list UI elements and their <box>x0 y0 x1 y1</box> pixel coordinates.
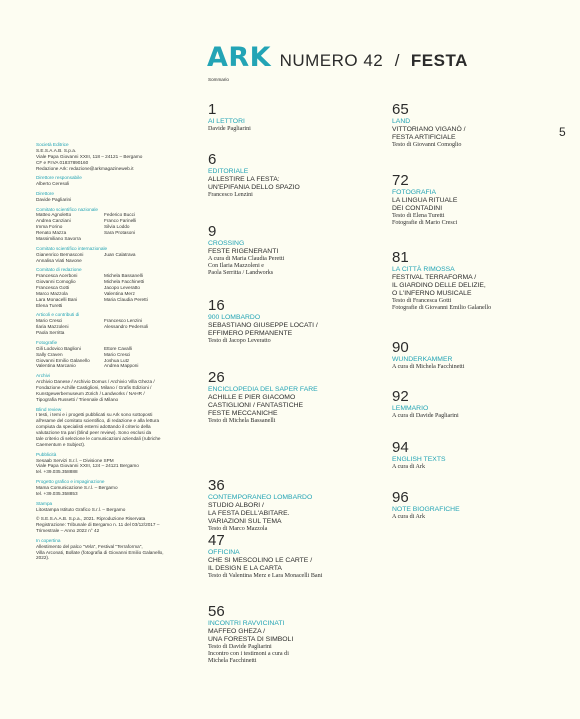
colophon-name: Elena Turetti <box>36 302 63 308</box>
colophon-name: Gianenrico Bernasconi <box>36 251 84 257</box>
colophon-block <box>36 312 206 336</box>
colophon-line: Allestimento del palco "Vela", Festival "Terraforma", <box>36 543 143 549</box>
colophon-line: Villa Arconati, Bollate (fotografia di Giovanni Emilio Galanello, <box>36 549 164 555</box>
colophon-name: Ettore Cavalli <box>104 345 132 351</box>
colophon-block <box>36 516 206 534</box>
colophon-block-title: Comitato scientifico nazionale <box>36 206 99 212</box>
toc-author-line: Francesco Lenzini <box>208 192 253 198</box>
toc-entry <box>208 298 383 345</box>
toc-section: FOTOGRAFIA <box>392 189 437 196</box>
toc-page-number: 36 <box>208 477 225 494</box>
toc-entry <box>208 152 383 199</box>
colophon-line: tale criterio di selezione le comunicazioni aziendali (rubriche <box>36 436 161 442</box>
toc-title-line: LA FESTA DELL'ABITARE. <box>208 510 290 517</box>
colophon-name: Ilaria Mazzoleni <box>36 324 69 330</box>
toc-page-number: 94 <box>392 439 409 456</box>
colophon-line: Mama Comunicazione S.r.l. – Bergamo <box>36 484 118 490</box>
colophon-name-columns <box>36 273 206 308</box>
issue-theme: FESTA <box>410 51 468 70</box>
colophon-line: Sesaab Servizi S.r.l. – Divisione SPM <box>36 457 114 463</box>
page-number: 5 <box>559 125 566 139</box>
toc-section: ENGLISH TEXTS <box>392 456 446 463</box>
toc-author-line: Testo di Davide Pagliarini <box>208 644 272 650</box>
toc-author-line: A cura di Ark <box>392 464 426 470</box>
colophon-line: Trimestrale – Anno 2022 n° 42 <box>36 528 100 534</box>
colophon-name: Matteo Agnoletto <box>36 212 72 218</box>
colophon-block <box>36 501 206 513</box>
toc-author-line: Michela Facchinetti <box>208 658 257 664</box>
colophon-name: Michela Facchinetti <box>104 279 145 285</box>
colophon-name: Joshua Lutz <box>104 357 130 363</box>
toc-section: OFFICINA <box>208 549 240 556</box>
toc-page-number: 96 <box>392 489 409 506</box>
colophon-line: Redazione Ark: redazione@arkmagazineweb.it <box>36 165 134 171</box>
toc-page-number: 1 <box>208 101 217 118</box>
toc-author-line: Testo di Elena Turetti <box>392 213 445 219</box>
colophon-line: Tipografia Russetti / Triennale di Milano <box>36 396 119 402</box>
colophon-names-col2 <box>104 346 206 370</box>
colophon-name: Mario Cresci <box>36 318 63 324</box>
colophon-line: Viale Papa Giovanni XXIII, 118 – 24121 – Bergamo <box>36 153 143 159</box>
colophon-line: I testi, i temi e i progetti pubblicati su Ark sono sottoposti <box>36 412 153 418</box>
toc-page-number: 65 <box>392 101 409 118</box>
toc-page-number: 26 <box>208 369 225 386</box>
toc-author-line: Testo di Marco Mazzola <box>208 526 268 532</box>
colophon-names-col2 <box>104 252 206 264</box>
colophon-line: S.E.S.A.A.B. S.p.a. <box>36 147 77 153</box>
colophon-block <box>36 452 206 476</box>
toc-entry <box>208 224 383 277</box>
toc-author-line: A cura di Michela Facchinetti <box>392 364 465 370</box>
toc-title-line: ACHILLE E PIER GIACOMO <box>208 394 296 401</box>
toc-section: NOTE BIOGRAFICHE <box>392 506 460 513</box>
colophon-name: Renato Mazza <box>36 230 67 236</box>
toc-entry <box>392 490 567 521</box>
colophon-block-title: In copertina <box>36 537 61 543</box>
toc-page-number: 6 <box>208 151 217 168</box>
toc-author-line: Testo di Valentina Merz e Lara Monacelli Bani <box>208 573 323 579</box>
toc-entry <box>392 173 567 227</box>
toc-author-line: Davide Pagliarini <box>208 126 251 132</box>
toc-page-number: 92 <box>392 388 409 405</box>
toc-title-line: VITTORIANO VIGANÒ / <box>392 126 466 133</box>
toc-author-line: Testo di Michela Bassanelli <box>208 418 276 424</box>
colophon-name: Valentina Marcanio <box>36 363 76 369</box>
toc-section: EDITORIALE <box>208 168 249 175</box>
issue-number: NUMERO 42 <box>279 51 384 70</box>
toc-page-number: 90 <box>392 339 409 356</box>
colophon-names-col1 <box>36 252 104 264</box>
colophon-name-columns <box>36 252 206 264</box>
colophon-block <box>36 175 206 187</box>
colophon-line: Registrazione: Tribunale di Bergamo n. 11 del 03/12/2017 – <box>36 522 160 528</box>
colophon-block-title: Fotografie <box>36 339 58 345</box>
toc-title-line: EFFIMERO PERMANENTE <box>208 330 293 337</box>
toc-section: LAND <box>392 118 411 125</box>
toc-title-line: ALLESTIRE LA FESTA: <box>208 176 280 183</box>
colophon-line: valutazione tra pari (blind peer review). Sono esclusi da <box>36 430 152 436</box>
colophon-block-title: Pubblicità <box>36 451 57 457</box>
toc-title-line: IL GIARDINO DELLE DELIZIE, <box>392 282 486 289</box>
colophon-block-title: Blind review <box>36 406 62 412</box>
toc-entry <box>392 250 567 312</box>
colophon-line: compiuta da specialisti esterni adottando il criterio della <box>36 424 151 430</box>
colophon-line: Caementum e Subject). <box>36 441 86 447</box>
colophon-name: Francesca Gotti <box>36 285 70 291</box>
colophon-block-title: Direttore responsabile <box>36 175 82 181</box>
toc-author-line: Testo di Giovanni Comoglio <box>392 142 462 148</box>
colophon-line: CF e P.IVA 01837890160 <box>36 159 89 165</box>
colophon-line: Davide Pagliarini <box>36 196 72 202</box>
toc-entry <box>392 440 567 471</box>
toc-author-line: A cura di Maria Claudia Peretti <box>208 256 285 262</box>
toc-author-line: Testo di Jacopo Leveratto <box>208 338 271 344</box>
colophon-block <box>36 538 206 562</box>
toc-author-line: Con Ilaria Mazzoleni e <box>208 263 265 269</box>
colophon-name: Federico Bucci <box>104 212 136 218</box>
toc-section: ENCICLOPEDIA DEL SAPER FARE <box>208 386 318 393</box>
colophon-block <box>36 142 206 172</box>
toc-author-line: Testo di Francesca Gotti <box>392 298 452 304</box>
toc-author-line: Fotografie di Mario Cresci <box>392 220 458 226</box>
toc-section: WUNDERKAMMER <box>392 356 453 363</box>
colophon-names-col2 <box>104 273 206 308</box>
colophon-names-col1 <box>36 212 104 242</box>
colophon-name: Sally Craven <box>36 351 63 357</box>
toc-page-number: 47 <box>208 532 225 549</box>
toc-entry <box>208 102 383 133</box>
colophon-name: Andrea Canziani <box>36 218 71 224</box>
colophon-block-title: Archivi <box>36 373 51 379</box>
toc-page-number: 56 <box>208 603 225 620</box>
colophon-block-title: Comitato scientifico internazionale <box>36 245 108 251</box>
toc-section: AI LETTORI <box>208 118 245 125</box>
magazine-header <box>207 42 468 73</box>
toc-title-line: FESTIVAL TERRAFORMA / <box>392 274 477 281</box>
sommario-label: Sommario <box>208 77 229 82</box>
toc-title-line: MAFFEO GHEZA / <box>208 628 266 635</box>
toc-entry <box>392 340 567 371</box>
colophon-block-title: Stampa <box>36 500 53 506</box>
colophon-name: Michela Bassanelli <box>104 273 143 279</box>
colophon-block-title: Comitato di redazione <box>36 267 82 273</box>
colophon-line: tel. +39.035.358888 <box>36 469 78 475</box>
colophon-name: Imma Forino <box>36 224 63 230</box>
colophon-name: Giovanni Emilio Galanello <box>36 357 90 363</box>
colophon-block-title: Articoli e contributi di <box>36 312 80 318</box>
colophon-names-col1 <box>36 346 104 370</box>
colophon-names-col1 <box>36 273 104 308</box>
toc-page-number: 16 <box>208 297 225 314</box>
toc-page-number: 72 <box>392 172 409 189</box>
colophon-name: Lara Monacelli Bani <box>36 296 78 302</box>
colophon-block <box>36 340 206 370</box>
toc-title-line: FESTA ARTIFICIALE <box>392 134 456 141</box>
colophon-name: Francesca Acerboni <box>36 273 78 279</box>
colophon-name: Maria Claudia Peretti <box>104 296 148 302</box>
toc-entry <box>208 478 383 533</box>
colophon-block <box>36 479 206 497</box>
colophon-block-title: Progetto grafico e impaginazione <box>36 479 105 485</box>
colophon-name: Mario Cresci <box>104 351 131 357</box>
colophon-line: Viale Papa Giovanni XXIII, 124 – 24121 Bergamo <box>36 463 139 469</box>
colophon-line: 2022). <box>36 555 50 561</box>
colophon-name-columns <box>36 212 206 242</box>
toc-section: LA CITTÀ RIMOSSA <box>392 266 455 273</box>
colophon <box>36 142 206 565</box>
colophon-name: Jacopo Leveratto <box>104 285 140 291</box>
colophon-block <box>36 246 206 264</box>
colophon-block <box>36 207 206 242</box>
toc-title-line: UNA FORESTA DI SIMBOLI <box>208 636 294 643</box>
toc-title-line: VARIAZIONI SUL TEMA <box>208 518 282 525</box>
toc-title-line: FESTE RIGENERANTI <box>208 248 279 255</box>
colophon-block-title: Società Editrice <box>36 142 69 147</box>
header-separator: / <box>394 51 400 70</box>
colophon-line: Archivio Danese / Archivio Domus / Archivio Villa Gheza / <box>36 379 155 385</box>
colophon-name: Annalisa Viati Navone <box>36 257 82 263</box>
toc-author-line: A cura di Davide Pagliarini <box>392 413 459 419</box>
toc-entry <box>208 370 383 425</box>
toc-author-line: Paola Serritta / Landworks <box>208 270 274 276</box>
colophon-name: Paola Serritta <box>36 330 65 336</box>
colophon-block-title: Direttore <box>36 190 54 196</box>
toc-page-number: 9 <box>208 223 217 240</box>
colophon-line: Litostampa Istituto Grafico S.r.l. – Bergamo <box>36 506 126 512</box>
colophon-name: Franco Farinelli <box>104 218 137 224</box>
toc-title-line: DEI CONTADINI <box>392 205 443 212</box>
toc-page-number: 81 <box>392 249 409 266</box>
toc-author-line: Fotografie di Giovanni Emilio Galanello <box>392 305 492 311</box>
toc-section: CONTEMPORANEO LOMBARDO <box>208 494 313 501</box>
colophon-block <box>36 373 206 403</box>
colophon-name: Gili Lodovico Baglioni <box>36 345 81 351</box>
toc-title-line: CASTIGLIONI / FANTASTICHE <box>208 402 304 409</box>
colophon-name: Massimiliano Savorra <box>36 236 81 242</box>
colophon-block <box>36 191 206 203</box>
toc-author-line: Incontro con i testimoni a cura di <box>208 651 289 657</box>
toc-entry <box>208 604 383 665</box>
toc-entry <box>208 533 383 580</box>
colophon-line: all'esame del comitato scientifico, di redazione e alla lettura <box>36 418 160 424</box>
colophon-name: Sara Protasoni <box>104 230 136 236</box>
toc-entry <box>392 102 567 149</box>
toc-title-line: FESTE MECCANICHE <box>208 410 278 417</box>
colophon-name: Juan Calatrava <box>104 251 136 257</box>
toc-entry <box>392 389 567 420</box>
colophon-name: Andrea Mapponi <box>104 363 139 369</box>
colophon-line: Alberto Ceresoli <box>36 181 70 187</box>
colophon-line: Fondazione Achille Castiglioni, Milano / Grafis Edizioni / <box>36 385 152 390</box>
colophon-name: Marco Mazzola <box>36 290 68 296</box>
toc-author-line: A cura di Ark <box>392 514 426 520</box>
toc-title-line: CHE SI MESCOLINO LE CARTE / <box>208 557 313 564</box>
toc-title-line: IL DESIGN E LA CARTA <box>208 565 282 572</box>
colophon-name: Silvia Loddo <box>104 224 130 230</box>
toc-section: 900 LOMBARDO <box>208 314 261 321</box>
colophon-name-columns <box>36 346 206 370</box>
colophon-names-col2 <box>104 318 206 336</box>
colophon-name: Francesco Lenzini <box>104 318 143 324</box>
colophon-line: © S.E.S.A.A.B. S.p.a., 2021. Riproduzione Riservata <box>36 516 146 522</box>
ark-logo: ARK <box>207 42 272 73</box>
colophon-name: Giovanni Comoglio <box>36 279 76 285</box>
toc-title-line: UN'EPIFANIA DELLO SPAZIO <box>208 184 300 191</box>
colophon-block <box>36 407 206 448</box>
toc-section: LEMMARIO <box>392 405 429 412</box>
toc-title-line: LA LINGUA RITUALE <box>392 197 458 204</box>
colophon-name: Valentina Merz <box>104 290 135 296</box>
colophon-line: Kunstgewerbemuseum Zürich / Landworks / NAHR / <box>36 390 145 396</box>
toc-section: CROSSING <box>208 240 245 247</box>
colophon-names-col2 <box>104 212 206 242</box>
toc-title-line: STUDIO ALBORI / <box>208 502 264 509</box>
colophon-names-col1 <box>36 318 104 336</box>
colophon-line: tel. +39.035.358853 <box>36 490 78 496</box>
toc-title-line: SEBASTIANO GIUSEPPE LOCATI / <box>208 322 318 329</box>
toc-section: INCONTRI RAVVICINATI <box>208 620 285 627</box>
colophon-block <box>36 267 206 308</box>
colophon-name: Alessandro Pedersoli <box>104 324 149 330</box>
colophon-name-columns <box>36 318 206 336</box>
toc-title-line: O L'INFERNO MUSICALE <box>392 290 472 297</box>
